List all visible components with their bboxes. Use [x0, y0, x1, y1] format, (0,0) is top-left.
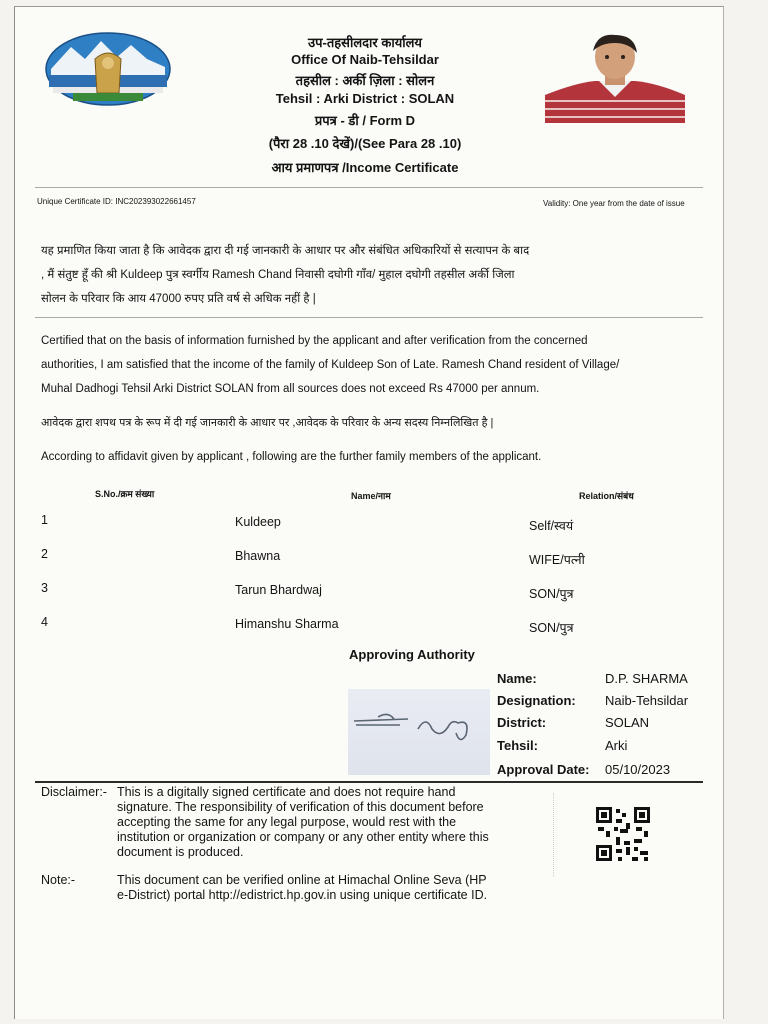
hindi-line-3: सोलन के परिवार कि आय 47000 रुपए प्रति वर्ष से अधिक नहीं है | [41, 293, 316, 305]
tehsil-district-hindi: तहसील : अर्की ज़िला : सोलन [295, 73, 435, 88]
authority-designation-label: Designation: [497, 693, 576, 708]
qr-code-icon [553, 793, 688, 877]
table-row-relation: WIFE/पत्नी [529, 553, 585, 567]
disclaimer-line-1: This is a digitally signed certificate and does not require hand [117, 785, 456, 799]
hindi-line-1: यह प्रमाणित किया जाता है कि आवेदक द्वारा दी गई जानकारी के आधार पर और संबंधित अधिकारियों से सत्यापन के बाद [41, 245, 530, 257]
note-line-1: This document can be verified online at Himachal Online Seva (HP [117, 873, 487, 887]
authority-district-label: District: [497, 715, 547, 730]
affidavit-text-hindi: आवेदक द्वारा शपथ पत्र के रूप में दी गई जानकारी के आधार पर ,आवेदक के परिवार के अन्य सदस्य निम्नलिखित है | [41, 417, 494, 429]
office-title-hindi: उप-तहसीलदार कार्यालय [308, 35, 422, 50]
approval-date: 05/10/2023 [605, 762, 671, 777]
column-header-name: Name/नाम [351, 491, 391, 501]
hindi-line-2: , मैं संतुष्ट हूँ की श्री Kuldeep पुत्र स्वर्गीय Ramesh Chand निवासी दघोगी गाँव/ मुहाल दघोगी तहसील अर्की जिला [41, 269, 515, 281]
english-line-2: authorities, I am satisfied that the income of the family of Kuldeep Son of Late. Ramesh Chand resident of Village/ [41, 359, 620, 371]
authority-tehsil: Arki [605, 738, 628, 753]
table-row-sno: 2 [41, 547, 48, 561]
certificate-page [14, 6, 724, 1019]
tehsil-district-english: Tehsil : Arki District : SOLAN [275, 91, 455, 106]
signature-image [348, 689, 490, 775]
unique-certificate-id: Unique Certificate ID: INC202393022661457 [37, 197, 196, 206]
column-header-sno: S.No./क्रम संख्या [95, 489, 155, 499]
certificate-title: आय प्रमाणपत्र /Income Certificate [271, 160, 459, 175]
authority-name-label: Name: [497, 671, 537, 686]
table-row-relation: SON/पुत्र [529, 587, 574, 601]
certificate-text-hindi [41, 239, 703, 311]
footer-divider [35, 781, 703, 783]
note-line-2: e-District) portal http://edistrict.hp.gov.in using unique certificate ID. [117, 888, 488, 902]
authority-tehsil-label: Tehsil: [497, 738, 538, 753]
authority-designation: Naib-Tehsildar [605, 693, 689, 708]
header-divider [35, 187, 703, 188]
certificate-text-english [41, 329, 703, 401]
office-title-english: Office Of Naib-Tehsildar [291, 52, 439, 67]
disclaimer-line-2: signature. The responsibility of verification of this document before [117, 800, 484, 814]
table-row-relation: Self/स्वयं [529, 519, 574, 533]
table-row-sno: 4 [41, 615, 48, 629]
approving-authority-heading: Approving Authority [349, 647, 475, 662]
table-row-name: Himanshu Sharma [235, 617, 339, 631]
table-row-sno: 3 [41, 581, 48, 595]
affidavit-text-english: According to affidavit given by applicant , following are the further family members of the applicant. [41, 451, 542, 463]
form-label: प्रपत्र - डी / Form D [314, 113, 416, 128]
disclaimer-line-5: document is produced. [117, 845, 244, 859]
applicant-photo [545, 31, 685, 123]
english-line-1: Certified that on the basis of information furnished by the applicant and after verification from the concerned [41, 335, 588, 347]
disclaimer-line-4: institution or organization or company or any other entity where this [117, 830, 489, 844]
approval-date-label: Approval Date: [497, 762, 590, 777]
table-row-name: Kuldeep [235, 515, 281, 529]
table-row-name: Tarun Bhardwaj [235, 583, 322, 597]
note-label: Note:- [41, 873, 76, 887]
note-text [117, 873, 577, 903]
body-divider [35, 317, 703, 318]
table-row-relation: SON/पुत्र [529, 621, 574, 635]
validity-text: Validity: One year from the date of issue [543, 199, 685, 208]
column-header-relation: Relation/संबंध [579, 491, 634, 501]
authority-name: D.P. SHARMA [605, 671, 688, 686]
disclaimer-label: Disclaimer:- [41, 785, 107, 799]
para-reference: (पैरा 28 .10 देखें)/(See Para 28 .10) [268, 136, 462, 151]
table-row-name: Bhawna [235, 549, 281, 563]
authority-district: SOLAN [605, 715, 650, 730]
table-row-sno: 1 [41, 513, 48, 527]
disclaimer-text [117, 785, 557, 860]
english-line-3: Muhal Dadhogi Tehsil Arki District SOLAN from all sources does not exceed Rs 47000 per annum. [41, 383, 540, 395]
state-emblem-icon [43, 29, 173, 109]
disclaimer-line-3: accepting the same for any legal purpose, would rest with the [117, 815, 457, 829]
